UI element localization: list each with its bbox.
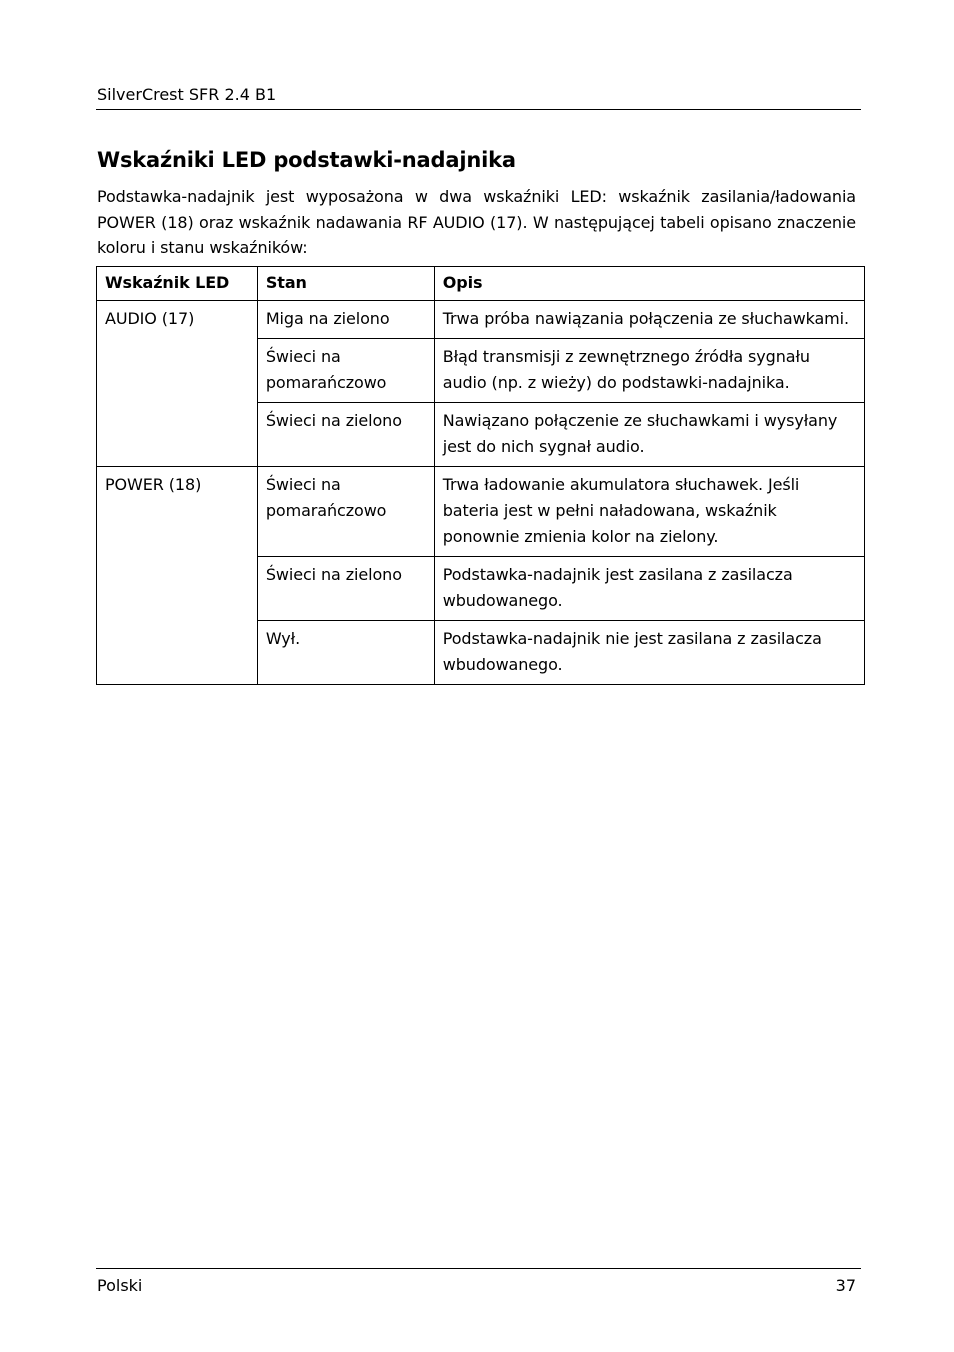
header-divider	[96, 109, 861, 110]
page-number: 37	[835, 1276, 856, 1295]
description-cell: Nawiązano połączenie ze słuchawkami i wysyłany jest do nich sygnał audio.	[434, 403, 864, 467]
led-name-cell: POWER (18)	[97, 467, 258, 685]
state-cell: Świeci na pomarańczowo	[257, 339, 434, 403]
table-row	[97, 467, 865, 557]
column-header-led: Wskaźnik LED	[97, 267, 258, 301]
table-header-row	[97, 267, 865, 301]
state-cell: Świeci na zielono	[257, 403, 434, 467]
footer-divider	[96, 1268, 861, 1269]
intro-paragraph: Podstawka-nadajnik jest wyposażona w dwa wskaźniki LED: wskaźnik zasilania/ładowania POWER (18) oraz wskaźnik nadawania RF AUDIO (17). W następującej tabeli opisano znaczenie koloru i stanu wskaźników:	[97, 187, 856, 257]
footer-language: Polski	[97, 1276, 143, 1295]
description-cell: Trwa próba nawiązania połączenia ze słuchawkami.	[434, 301, 864, 339]
table-row	[97, 301, 865, 339]
document-header-title: SilverCrest SFR 2.4 B1	[97, 85, 277, 104]
state-cell: Świeci na zielono	[257, 557, 434, 621]
led-indicator-table	[96, 266, 865, 685]
description-cell: Błąd transmisji z zewnętrznego źródła sygnału audio (np. z wieży) do podstawki-nadajnika.	[434, 339, 864, 403]
column-header-state: Stan	[257, 267, 434, 301]
state-cell: Wył.	[257, 621, 434, 685]
state-cell: Świeci na pomarańczowo	[257, 467, 434, 557]
led-name-cell: AUDIO (17)	[97, 301, 258, 467]
state-cell: Miga na zielono	[257, 301, 434, 339]
description-cell: Trwa ładowanie akumulatora słuchawek. Jeśli bateria jest w pełni naładowana, wskaźnik ponownie zmienia kolor na zielony.	[434, 467, 864, 557]
description-cell: Podstawka-nadajnik jest zasilana z zasilacza wbudowanego.	[434, 557, 864, 621]
description-cell: Podstawka-nadajnik nie jest zasilana z zasilacza wbudowanego.	[434, 621, 864, 685]
column-header-description: Opis	[434, 267, 864, 301]
section-heading: Wskaźniki LED podstawki-nadajnika	[97, 148, 516, 172]
